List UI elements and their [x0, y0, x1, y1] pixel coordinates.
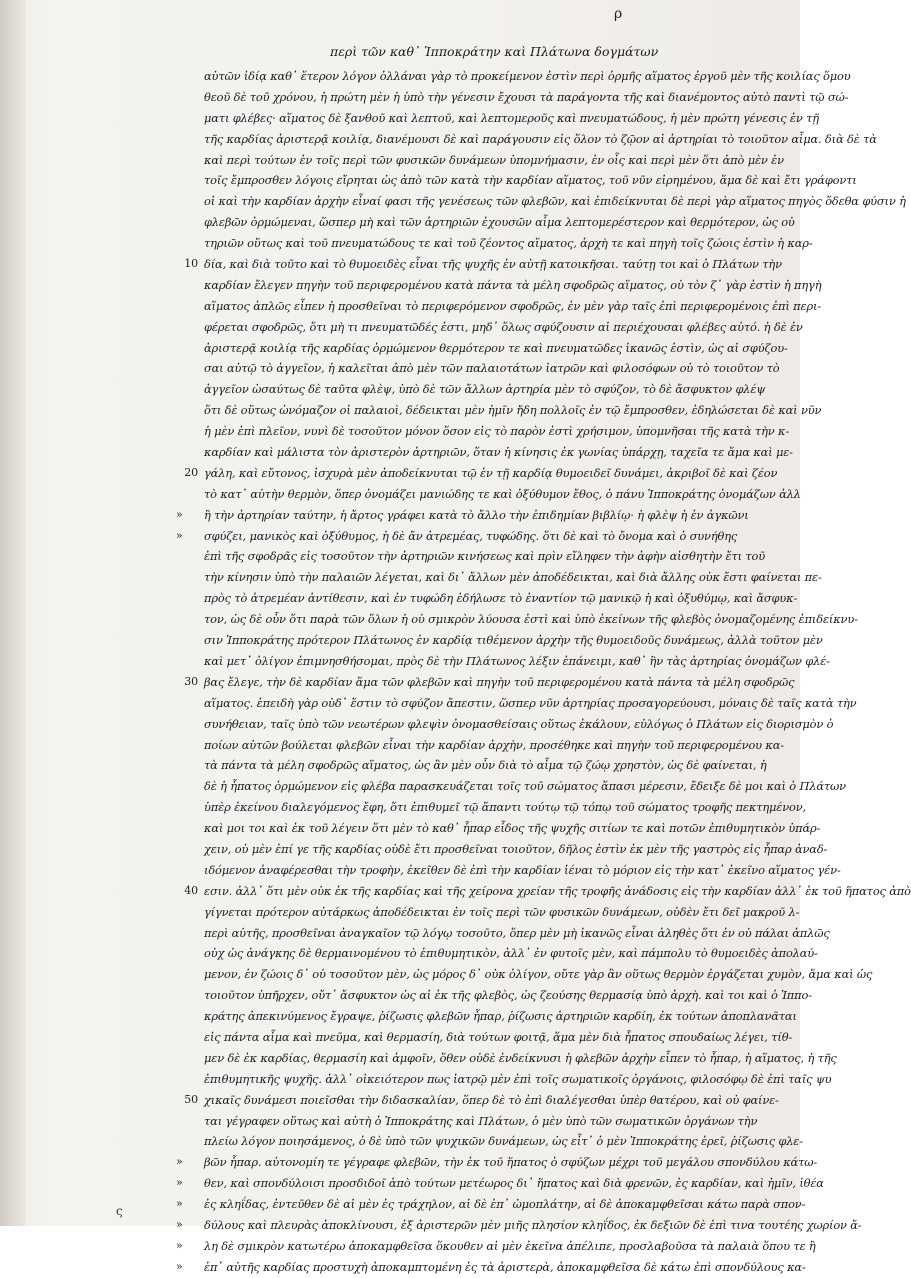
page-gutter — [0, 0, 26, 1226]
line-text: ιδόμενον ἀναφέρεσθαι τὴν τροφὴν, ἐκεῖθεν δὲ ἐπὶ τὴν καρδίαν ἰέναι τὸ μόριον εἰς τὴν κατ᾽ ἐκεῖνο αἵματος γέν- — [204, 862, 841, 877]
text-line — [184, 672, 795, 693]
text-line — [176, 526, 780, 547]
text-line — [204, 484, 801, 505]
text-line — [204, 1048, 837, 1069]
quotation-marker: » — [176, 1238, 183, 1252]
text-line — [204, 317, 803, 338]
text-line — [176, 1194, 806, 1215]
text-line — [184, 254, 782, 275]
line-text: αὐτῶν ἰδίᾳ καθ᾽ ἕτερον λόγον ὁλλάναι γὰρ τὸ προκείμενον ἐστὶν περὶ ὁρμῆς αἵματος ἐργοῦ μὲν τῆς κοιλίας ὅμου — [204, 69, 851, 83]
text-line — [204, 985, 812, 1006]
line-text: βῶν ἧπαρ. αὐτονομίη τε γέγραφε φλεβῶν, τὴν ἐκ τοῦ ἥπατος ὁ σφύζων μέχρι τοῦ μεγάλου σπονδύλου κάτω- — [204, 1155, 818, 1170]
line-text: αἵματος ἁπλῶς εἶπεν ἡ προσθεῖναι τὸ περιφερόμενον σφοδρῶς, ἐν μὲν γὰρ ταῖς ἐπὶ περιφερομένοις ἐπὶ περι- — [204, 298, 822, 313]
line-text: τῆς καρδίας ἀριστερᾷ κοιλίᾳ, διανέμουσι δὲ καὶ παράγουσιν εἰς ὅλον τὸ ζῷον αἱ ἀρτηρίαι τὸ τοιοῦτον αἷμα. διὰ δὲ τὰ — [204, 131, 877, 146]
line-text: τὴν κίνησιν ὑπὸ τὴν παλαιῶν λέγεται, καὶ δι᾽ ἄλλων μὲν ἀποδέδεικται, καὶ διὰ ἄλλης οὐκ ἔστι φαίνεται πε- — [204, 570, 822, 585]
line-text: ται γέγραφεν οὕτως καὶ αὐτὴ ὁ Ἱπποκράτης καὶ Πλάτων, ὁ μὲν ὑπὸ τῶν σωματικῶν ὀργάνων τὴν — [204, 1113, 758, 1128]
quotation-marker: » — [176, 507, 183, 521]
folio-mark: ρ — [614, 6, 623, 22]
line-text: γάλη, καὶ εὔτονος, ἰσχυρὰ μὲν ἀποδείκνυται τῷ ἐν τῇ καρδίᾳ θυμοειδεῖ δυνάμει, ἀκριβοῖ δὲ καὶ ζέον — [204, 465, 778, 480]
text-line — [204, 87, 849, 108]
text-line — [176, 1236, 816, 1257]
line-text: καὶ μετ᾽ ὀλίγον ἐπιμνησθήσομαι, πρὸς δὲ τὴν Πλάτωνος λέξιν ἐπάνειμι, καθ᾽ ἣν τὰς ἀρτηρίας ὀνομάζων φλέ- — [204, 653, 830, 668]
line-text: ἢ τὴν ἀρτηρίαν ταύτην, ἡ ἄρτος γράφει κατὰ τὸ ἄλλο τὴν ἐπιδημίαν βιβλίῳ· ἡ φλὲψ ἡ ἐν ἀγκῶνι — [204, 507, 749, 522]
line-text: θεν, καὶ σπονδύλοισι προσδιδοῖ ἀπὸ τούτων μετέωρος δι᾽ ἥπατος καὶ διὰ φρενῶν, ἐς καρδίαν, καὶ ἡμῖν, ἰθέα — [204, 1176, 824, 1191]
text-line — [204, 776, 846, 797]
line-text: ἀριστερᾷ κοιλίᾳ τῆς καρδίας ὁρμώμενον θερμότερον τε καὶ πνευματῶδες ἱκανῶς ἐστὶν, ὡς αἱ σφύζου- — [204, 340, 788, 355]
quotation-marker: » — [176, 1259, 183, 1273]
line-text: ἀγγεῖον ὡσαύτως δὲ ταῦτα φλὲψ, ὑπὸ δὲ τῶν ἄλλων ἀρτηρία μὲν τὸ σφύζον, τὸ δὲ ἄσφυκτον φλέψ — [204, 382, 766, 397]
text-line — [204, 567, 822, 588]
text-line — [176, 1173, 824, 1194]
text-line — [204, 902, 800, 923]
line-text: τὸ κατ᾽ αὐτὴν θερμὸν, ὅπερ ὀνομάζει μανιώδης τε καὶ ὀξύθυμον ἔθος, ὁ πάνυ Ἱπποκράτης ὀνομάζων ἀλλ — [204, 486, 801, 501]
line-text: πλείω λόγον ποιησάμενος, ὁ δὲ ὑπὸ τῶν ψυχικῶν δυνάμεων, ὡς εἶτ᾽ ὁ μὲν Ἱπποκράτης ἐρεῖ, ῥίζωσις φλε- — [204, 1134, 803, 1149]
text-line — [204, 609, 858, 630]
text-line — [204, 818, 821, 839]
line-text: σιν Ἱπποκράτης πρότερον Πλάτωνος ἐν καρδίᾳ τιθέμενον ἀρχὴν τῆς θυμοειδοῦς δυνάμεως, ἀλλὰ τοῦτον μὲν — [204, 633, 823, 648]
line-text: ἡ μὲν ἐπὶ πλεῖον, νυνὶ δὲ τοσοῦτον μόνον ὅσον εἰς τὸ παρὸν ἐστὶ χρήσιμον, ὑπομνῆσαι τῆς κατὰ τὴν κ- — [204, 424, 790, 439]
running-head: περὶ τῶν καθ᾽ Ἱπποκράτην καὶ Πλάτωνα δογμάτων — [330, 44, 659, 59]
text-line — [204, 379, 780, 400]
line-text: οἱ καὶ τὴν καρδίαν ἀρχὴν εἶναί φασι τῆς γενέσεως τῶν φλεβῶν, καὶ ἐπιδείκνυται δὲ περὶ γὰρ αἵματος πηγὸς ὅδεθα φύσιν ἡ — [204, 194, 906, 209]
text-line — [204, 296, 822, 317]
line-text: καρδίαν ἔλεγεν πηγὴν τοῦ περιφερομένου κατὰ πάντα τὰ μέλη σφοδρῶς αἵματος, οὐ τὸν ζ᾽ γὰρ ἐστὶν ἡ πηγὴ — [204, 277, 822, 292]
line-text: συνήθειαν, ταῖς ὑπὸ τῶν νεωτέρων φλεψὶν ὀνομασθείσαις οὕτως ἐκάλουν, εὐλόγως ὁ Πλάτων εἰς διορισμὸν ὁ — [204, 716, 834, 731]
text-line — [204, 693, 857, 714]
line-text: αἵματος. ἐπειδὴ γὰρ οὐδ᾽ ἔστιν τὸ σφύζον ἄπεστιν, ὥσπερ νῦν ἀρτηρίας προσαγορεύουσι, μόναις δὲ ταῖς κατὰ τὴν — [204, 695, 857, 710]
line-text: λη δὲ σμικρὸν κατωτέρω ἀποκαμφθεῖσα ὅκουθεν αἱ μὲν ἐκεῖνα ἀπέλιπε, προσλαβοῦσα τὰ παλαιὰ ὅπου τε ἢ — [204, 1238, 816, 1253]
text-line — [204, 714, 834, 735]
line-text: θεοῦ δὲ τοῦ χρόνου, ἡ πρώτη μὲν ἡ ὑπὸ τὴν γένεσιν ἔχουσι τὰ παράγοντα τῆς καὶ διανέμοντος αὐτὸ παντὶ τῷ σώ- — [204, 89, 849, 104]
text-line — [204, 191, 906, 212]
line-number: 30 — [184, 674, 198, 688]
text-line — [204, 797, 806, 818]
quotation-marker: » — [176, 1155, 183, 1169]
text-line — [204, 1131, 803, 1152]
text-line — [204, 964, 873, 985]
line-text: εσιν. ἀλλ᾽ ὅτι μὲν οὐκ ἐκ τῆς καρδίας καὶ τῆς χείρονα χρείαν τῆς τροφῆς ἀνάδοσις εἰς τὴν καρδίαν ἀλλ᾽ ἐκ τοῦ ἥπατος ἀπὸ — [204, 883, 911, 898]
text-line — [204, 860, 841, 881]
text-line — [204, 421, 790, 442]
text-line — [204, 338, 788, 359]
text-line — [204, 1006, 797, 1027]
line-text: δύλους καὶ πλευρὰς ἀποκλίνουσι, ἐξ ἀριστερῶν μὲν μιῆς πλησίον κληΐδος, ἐκ δεξιῶν δὲ ἐπὶ τινα τουτέης χωρίον ἄ- — [204, 1217, 862, 1232]
line-text: οὐχ ὡς ἀνάγκης δὲ θερμαινομένου τὸ ἐπιθυμητικὸν, ἀλλ᾽ ἐν φυτοῖς μὲν, καὶ πάμπολυ τὸ θυμοειδὲς ἀπολαύ- — [204, 946, 818, 961]
quotation-marker: » — [176, 1197, 183, 1211]
text-line — [204, 358, 780, 379]
text-line — [204, 108, 819, 129]
line-text: τον, ὡς δὲ οὖν ὅτι παρὰ τῶν ὅλων ἡ οὐ σμικρὸν λύουσα ἐστὶ καὶ ὑπὸ ἐκείνων τῆς φλεβὸς ὀνομαζομένης ἐπιδείκνυ- — [204, 612, 858, 627]
text-line — [204, 1027, 793, 1048]
line-text: καὶ μοι τοι καὶ ἐκ τοῦ λέγειν ὅτι μὲν τὸ καθ᾽ ἧπαρ εἶδος τῆς ψυχῆς σιτίων τε καὶ ποτῶν ἐπιθυμητικὸν ὑπάρ- — [204, 821, 821, 836]
line-text: φέρεται σφοδρῶς, ὅτι μὴ τι πνευματῶδές ἐστι, μηδ᾽ ὅλως σφύζουσιν αἱ περιέχουσαι φλέβες αὐτό. ἡ δὲ ἐν — [204, 319, 803, 334]
text-line — [204, 212, 795, 233]
signature-mark: ς — [116, 1204, 123, 1218]
text-line — [204, 943, 818, 964]
text-line — [204, 1069, 832, 1090]
line-text: δὲ ἡ ἧπατος ὁρμώμενον εἰς φλέβα παρασκευάζεται τοῖς τοῦ σώματος ἅπασι μέρεσιν, ἔδειξε δὲ μοι καὶ ὁ Πλάτων — [204, 779, 846, 794]
text-line — [204, 1111, 780, 1132]
quotation-marker: » — [176, 528, 183, 542]
line-number: 20 — [184, 465, 198, 479]
line-text: βας ἔλεγε, τὴν δὲ καρδίαν ἅμα τῶν φλεβῶν καὶ πηγὴν τοῦ περιφερομένου κατὰ πάντα τὰ μέλη σφοδρῶς — [204, 674, 795, 689]
text-line — [184, 1090, 780, 1111]
line-number: 40 — [184, 883, 198, 897]
line-text: πρὸς τὸ ἀτρεμέαν ἀντίθεσιν, καὶ ἐν τυφώδη ἐδήλωσε τὸ ἐναντίον τῷ μανικῷ ἡ καὶ ὀξυθύμῳ, καὶ ἄσφυκ- — [204, 591, 798, 606]
line-text: τηριῶν οὕτως καὶ τοῦ πνευματώδους τε καὶ τοῦ ζέοντος αἵματος, ἀρχὴ τε καὶ πηγὴ τοῖς ζώοις ἐστὶν ἡ καρ- — [204, 236, 813, 251]
text-line — [176, 1215, 862, 1236]
text-block — [176, 66, 911, 1278]
quotation-marker: » — [176, 1217, 183, 1231]
text-line — [204, 755, 780, 776]
line-text: περὶ αὐτῆς, προσθεῖναι ἀναγκαῖον τῷ λόγῳ τοσοῦτο, ὅπερ μὲν μὴ ἱκανῶς εἶναι ἀληθὲς ὅτι ἐν οὐ πάλαι ἀπλῶς — [204, 925, 830, 940]
line-text: ὑπὲρ ἐκείνου διαλεγόμενος ἔφη, ὅτι ἐπιθυμεῖ τῷ ἅπαντι τούτῳ τῷ τόπῳ τοῦ σώματος τροφῆς πεκτημένον, — [204, 800, 806, 815]
text-line — [204, 546, 780, 567]
text-line — [204, 923, 830, 944]
line-text: ὅτι δὲ οὕτως ὠνόμαζον οἱ παλαιοὶ, δέδεικται μὲν ἡμῖν ἤδη πολλοῖς ἐν τῷ ἔμπροσθεν, ἐδηλώσεται δὲ καὶ νῦν — [204, 403, 822, 418]
line-text: τοῖς ἔμπροσθεν λόγοις εἴρηται ὡς ἀπὸ τῶν κατὰ τὴν καρδίαν αἵματος, τοῦ νῦν εἰρημένου, ἅμα δὲ καὶ ἔτι γράφοντι — [204, 173, 857, 188]
line-text: τοιοῦτον ὑπῆρχεν, οὔτ᾽ ἄσφυκτον ὡς αἱ ἐκ τῆς φλεβὸς, ὡς ζεούσης θερμασίᾳ ὑπὸ ἀρχὴ. καὶ τοι καὶ ὁ Ἱππο- — [204, 988, 812, 1003]
line-text: μενον, ἐν ζώοις δ᾽ οὐ τοσοῦτον μὲν, ὡς μόρος δ᾽ οὐκ ὀλίγον, οὔτε γὰρ ἂν οὕτως θερμὸν ἐργάζεται χυμὸν, ἅμα καὶ ὡς — [204, 967, 873, 982]
text-line — [184, 463, 780, 484]
text-line — [176, 505, 780, 526]
line-text: μεν δὲ ἐκ καρδίας, θερμασίη καὶ ἀμφοῖν, ὅθεν οὐδὲ ἐνδείκνυσι ἡ φλεβῶν ἀρχὴν εἶπεν τὸ ἧπαρ, ἡ αἵματος, ἡ τῆς — [204, 1050, 837, 1065]
text-line — [204, 735, 784, 756]
quotation-marker: » — [176, 1176, 183, 1190]
line-text: σφύζει, μανικὸς καὶ ὀξύθυμος, ἡ δὲ ἄν ἀτρεμέας, τυφώδης. ὅτι δὲ καὶ τὸ ὄνομα καὶ ὁ συνήθης — [204, 528, 738, 543]
text-line — [204, 651, 830, 672]
line-text: ἐς κληΐδας, ἐντεῦθεν δὲ αἱ μὲν ἐς τράχηλον, αἱ δὲ ἐπ᾽ ὠμοπλάτην, αἱ δὲ ἀποκαμφθεῖσαι κάτω παρὰ σπον- — [204, 1197, 806, 1212]
text-line — [204, 400, 822, 421]
text-line — [204, 630, 823, 651]
line-number: 10 — [184, 257, 198, 271]
text-line — [204, 150, 784, 171]
line-text: χικαῖς δυνάμεσι ποιεῖσθαι τὴν διδασκαλίαν, ὅπερ δὲ τὸ ἐπὶ διαλέγεσθαι ὑπὲρ θατέρου, καὶ οὐ φαίνε- — [204, 1092, 779, 1107]
text-line — [176, 1152, 818, 1173]
line-text: ματι φλέβες· αἵματος δὲ ξανθοῦ καὶ λεπτοῦ, καὶ λεπτομεροῦς καὶ πνευματώδους, ἡ μὲν πρώτη γένεσις ἐν τῇ — [204, 110, 819, 125]
line-text: καρδίαν καὶ μάλιστα τὸν ἀριστερὸν ἀρτηριῶν, ὅταν ἡ κίνησις ἐκ γωνίας ὑπάρχῃ, ταχεῖα τε ἅμα καὶ με- — [204, 445, 793, 460]
text-line — [176, 1257, 806, 1278]
text-line — [204, 66, 851, 87]
text-line — [204, 129, 877, 150]
line-text: ποίων αὐτῶν βούλεται φλεβῶν εἶναι τὴν καρδίαν ἀρχὴν, προσέθηκε καὶ πηγὴν τοῦ περιφερομένου κα- — [204, 737, 784, 752]
line-text: σαι αὐτῷ τὸ ἀγγεῖον, ἡ καλεῖται ἀπὸ μὲν τῶν παλαιοτάτων ἰατρῶν καὶ φιλοσόφων οὐ τὸ τοιοῦτον τὸ — [204, 361, 780, 376]
line-text: ἐπ᾽ αὐτῆς καρδίας προστυχὴ ἀποκαμπτομένη ἐς τὰ ἀριστερὰ, ἀποκαμφθεῖσα δὲ κάτω ἐπὶ σπονδύλους κα- — [204, 1259, 806, 1274]
line-text: χειν, οὐ μὲν ἐπί γε τῆς καρδίας οὐδὲ ἔτι προσθεῖναι τοιοῦτον, δῆλος ἐστὶν ἐκ μὲν τῆς γαστρὸς εἰς ἧπαρ ἀναδ- — [204, 841, 828, 856]
text-line — [204, 275, 822, 296]
line-text: δία, καὶ διὰ τοῦτο καὶ τὸ θυμοειδὲς εἶναι τῆς ψυχῆς ἐν αὐτῇ κατοικῆσαι. ταύτῃ τοι καὶ ὁ Πλάτων τὴν — [204, 257, 782, 272]
line-text: ἐπιθυμητικῆς ψυχῆς. ἀλλ᾽ οἰκειότερον πως ἰατρῷ μὲν ἐπὶ τοῖς σωματικοῖς ὀργάνοις, φιλοσόφῳ δὲ ἐπὶ ταῖς ψυ — [204, 1071, 832, 1086]
line-text: τὰ πάντα τὰ μέλη σφοδρῶς αἵματος, ὡς ἂν μὲν οὖν διὰ τὸ αἷμα τῷ ζώῳ χρηστὸν, ὡς δὲ φαίνεται, ἡ — [204, 758, 767, 773]
text-line — [184, 881, 911, 902]
line-text: ἐπὶ τῆς σφοδρᾶς εἰς τοσοῦτον τὴν ἀρτηριῶν κινήσεως καὶ πρὶν εἴληφεν τὴν ἀφὴν αἰσθητὴν ἔτι τοῦ — [204, 549, 766, 564]
line-number: 50 — [184, 1092, 198, 1106]
line-text: καὶ περὶ τούτων ἐν τοῖς περὶ τῶν φυσικῶν δυνάμεων ὑπομνήμασιν, ἐν οἷς καὶ περὶ μὲν ὅτι ἀπὸ μὲν ἐν — [204, 152, 784, 167]
text-line — [204, 442, 793, 463]
text-line — [204, 170, 857, 191]
text-line — [204, 588, 798, 609]
text-line — [204, 839, 828, 860]
text-line — [204, 233, 813, 254]
line-text: φλεβῶν ὁρμώμεναι, ὥσπερ μὴ καὶ τῶν ἀρτηριῶν ἐχουσῶν αἷμα λεπτομερέστερον καὶ θερμότερον, ὡς οὐ — [204, 215, 795, 230]
line-text: γίγνεται πρότερον αὐτάρκως ἀποδέδεικται ἐν τοῖς περὶ τῶν φυσικῶν δυνάμεων, οὐδὲν ἔτι δεῖ μακροῦ λ- — [204, 904, 800, 919]
line-text: κράτης ἀπεκινύμενος ἔγραψε, ῥίζωσις φλεβῶν ἧπαρ, ῥίζωσις ἀρτηριῶν καρδίη, ἐκ τούτων ἀποπλανᾶται — [204, 1009, 797, 1024]
line-text: εἰς πάντα αἷμα καὶ πνεῦμα, καὶ θερμασίη, διὰ τούτων φοιτᾷ, ἅμα μὲν διὰ ἧπατος σπουδαίως λέγει, τίθ- — [204, 1029, 793, 1044]
